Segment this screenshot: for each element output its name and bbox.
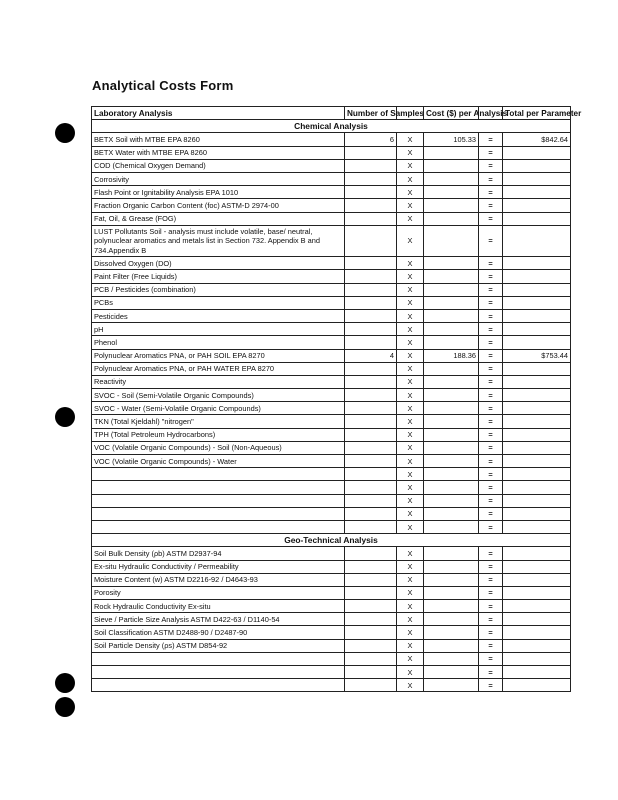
total-cell[interactable] (503, 560, 571, 573)
times-sign: X (397, 146, 424, 159)
times-sign: X (397, 560, 424, 573)
equals-sign: = (479, 349, 503, 362)
times-sign: X (397, 283, 424, 296)
analysis-name: Flash Point or Ignitability Analysis EPA 1010 (92, 186, 345, 199)
total-cell[interactable] (503, 652, 571, 665)
samples-cell[interactable] (345, 573, 397, 586)
cost-cell[interactable] (424, 283, 479, 296)
section-header-row (92, 120, 571, 133)
total-cell[interactable] (503, 159, 571, 172)
equals-sign: = (479, 494, 503, 507)
samples-cell[interactable] (345, 186, 397, 199)
total-cell[interactable] (503, 146, 571, 159)
analysis-name: SVOC - Soil (Semi-Volatile Organic Compounds) (92, 389, 345, 402)
analysis-name (92, 666, 345, 679)
table-row (92, 362, 571, 375)
equals-sign: = (479, 573, 503, 586)
cost-cell[interactable] (424, 257, 479, 270)
equals-sign: = (479, 481, 503, 494)
total-cell[interactable] (503, 573, 571, 586)
samples-cell[interactable] (345, 283, 397, 296)
analysis-name: Fraction Organic Carbon Content (foc) ASTM-D 2974-00 (92, 199, 345, 212)
times-sign: X (397, 133, 424, 146)
total-cell[interactable]: $753.44 (503, 349, 571, 362)
times-sign: X (397, 507, 424, 520)
table-row (92, 652, 571, 665)
samples-cell[interactable] (345, 199, 397, 212)
times-sign: X (397, 199, 424, 212)
analysis-name: Soil Classification ASTM D2488-90 / D2487-90 (92, 626, 345, 639)
total-cell[interactable] (503, 415, 571, 428)
cost-cell[interactable] (424, 468, 479, 481)
equals-sign: = (479, 212, 503, 225)
table-row (92, 389, 571, 402)
analysis-name: PCBs (92, 296, 345, 309)
cost-cell[interactable] (424, 362, 479, 375)
total-cell[interactable] (503, 172, 571, 185)
table-row (92, 402, 571, 415)
analysis-name: pH (92, 323, 345, 336)
table-row (92, 626, 571, 639)
cost-cell[interactable] (424, 415, 479, 428)
total-cell[interactable] (503, 362, 571, 375)
equals-sign: = (479, 309, 503, 322)
samples-cell[interactable] (345, 679, 397, 692)
cost-cell[interactable] (424, 494, 479, 507)
total-cell[interactable] (503, 186, 571, 199)
times-sign: X (397, 679, 424, 692)
cost-cell[interactable] (424, 573, 479, 586)
samples-cell[interactable] (345, 336, 397, 349)
table-row (92, 172, 571, 185)
section-title: Chemical Analysis (92, 120, 571, 133)
analysis-name (92, 652, 345, 665)
equals-sign: = (479, 375, 503, 388)
equals-sign: = (479, 402, 503, 415)
equals-sign: = (479, 159, 503, 172)
samples-cell[interactable] (345, 468, 397, 481)
samples-cell[interactable] (345, 225, 397, 257)
table-row (92, 199, 571, 212)
times-sign: X (397, 626, 424, 639)
cost-cell[interactable] (424, 626, 479, 639)
samples-cell[interactable] (345, 402, 397, 415)
cost-cell[interactable] (424, 212, 479, 225)
samples-cell[interactable] (345, 652, 397, 665)
analysis-name: Moisture Content (w) ASTM D2216-92 / D4643-93 (92, 573, 345, 586)
samples-cell[interactable]: 6 (345, 133, 397, 146)
total-cell[interactable] (503, 455, 571, 468)
cost-cell[interactable] (424, 652, 479, 665)
total-cell[interactable] (503, 309, 571, 322)
equals-sign: = (479, 560, 503, 573)
table-row (92, 225, 571, 257)
times-sign: X (397, 639, 424, 652)
cost-cell[interactable] (424, 186, 479, 199)
equals-sign: = (479, 199, 503, 212)
table-row (92, 666, 571, 679)
cost-cell[interactable]: 188.36 (424, 349, 479, 362)
times-sign: X (397, 309, 424, 322)
cost-cell[interactable] (424, 159, 479, 172)
samples-cell[interactable] (345, 389, 397, 402)
cost-cell[interactable] (424, 199, 479, 212)
samples-cell[interactable] (345, 547, 397, 560)
analysis-name: Ex-situ Hydraulic Conductivity / Permeability (92, 560, 345, 573)
punch-hole (55, 407, 75, 427)
table-row (92, 455, 571, 468)
samples-cell[interactable] (345, 146, 397, 159)
samples-cell[interactable] (345, 639, 397, 652)
samples-cell[interactable] (345, 257, 397, 270)
table-row (92, 375, 571, 388)
analytical-costs-table (91, 106, 582, 692)
times-sign: X (397, 323, 424, 336)
cost-cell[interactable] (424, 666, 479, 679)
times-sign: X (397, 172, 424, 185)
cost-cell[interactable] (424, 455, 479, 468)
times-sign: X (397, 270, 424, 283)
total-cell[interactable] (503, 639, 571, 652)
analysis-name (92, 507, 345, 520)
equals-sign: = (479, 336, 503, 349)
samples-cell[interactable] (345, 296, 397, 309)
cost-cell[interactable] (424, 323, 479, 336)
table-row (92, 186, 571, 199)
equals-sign: = (479, 270, 503, 283)
table-row (92, 270, 571, 283)
cost-cell[interactable] (424, 428, 479, 441)
samples-cell[interactable] (345, 626, 397, 639)
times-sign: X (397, 494, 424, 507)
analysis-name: Polynuclear Aromatics PNA, or PAH WATER EPA 8270 (92, 362, 345, 375)
equals-sign: = (479, 146, 503, 159)
equals-sign: = (479, 389, 503, 402)
total-cell[interactable] (503, 336, 571, 349)
times-sign: X (397, 586, 424, 599)
total-cell[interactable] (503, 613, 571, 626)
samples-cell[interactable] (345, 586, 397, 599)
times-sign: X (397, 468, 424, 481)
cost-cell[interactable] (424, 639, 479, 652)
times-sign: X (397, 349, 424, 362)
table-row (92, 560, 571, 573)
analysis-name: Porosity (92, 586, 345, 599)
samples-cell[interactable] (345, 507, 397, 520)
total-cell[interactable] (503, 507, 571, 520)
cost-cell[interactable]: 105.33 (424, 133, 479, 146)
cost-cell[interactable] (424, 613, 479, 626)
total-cell[interactable] (503, 375, 571, 388)
table-row (92, 336, 571, 349)
table-row (92, 600, 571, 613)
analysis-name (92, 520, 345, 533)
total-cell[interactable] (503, 481, 571, 494)
header-total-per-parameter: Total per Parameter (503, 107, 571, 120)
equals-sign: = (479, 639, 503, 652)
analysis-name: SVOC - Water (Semi-Volatile Organic Compounds) (92, 402, 345, 415)
times-sign: X (397, 336, 424, 349)
analysis-name: Phenol (92, 336, 345, 349)
cost-cell[interactable] (424, 375, 479, 388)
total-cell[interactable] (503, 257, 571, 270)
table-row (92, 494, 571, 507)
analysis-name: PCB / Pesticides (combination) (92, 283, 345, 296)
analysis-name (92, 494, 345, 507)
total-cell[interactable] (503, 225, 571, 257)
total-cell[interactable]: $842.64 (503, 133, 571, 146)
cost-cell[interactable] (424, 547, 479, 560)
table-row (92, 415, 571, 428)
samples-cell[interactable] (345, 600, 397, 613)
equals-sign: = (479, 362, 503, 375)
table-row (92, 481, 571, 494)
cost-cell[interactable] (424, 389, 479, 402)
analysis-name: VOC (Volatile Organic Compounds) - Water (92, 455, 345, 468)
analysis-name: Corrosivity (92, 172, 345, 185)
equals-sign: = (479, 133, 503, 146)
analysis-name: Soil Bulk Density (ρb) ASTM D2937-94 (92, 547, 345, 560)
equals-sign: = (479, 626, 503, 639)
analysis-name (92, 481, 345, 494)
times-sign: X (397, 455, 424, 468)
cost-cell[interactable] (424, 296, 479, 309)
table-row (92, 212, 571, 225)
table-row (92, 679, 571, 692)
times-sign: X (397, 159, 424, 172)
total-cell[interactable] (503, 402, 571, 415)
cost-cell[interactable] (424, 520, 479, 533)
analysis-name: Pesticides (92, 309, 345, 322)
cost-cell[interactable] (424, 225, 479, 257)
total-cell[interactable] (503, 389, 571, 402)
total-cell[interactable] (503, 600, 571, 613)
times-sign: X (397, 362, 424, 375)
times-sign: X (397, 428, 424, 441)
cost-cell[interactable] (424, 481, 479, 494)
times-sign: X (397, 225, 424, 257)
samples-cell[interactable] (345, 428, 397, 441)
analysis-name: BETX Water with MTBE EPA 8260 (92, 146, 345, 159)
analysis-name: Sieve / Particle Size Analysis ASTM D422-63 / D1140-54 (92, 613, 345, 626)
header-cost-per-analysis: Cost ($) per Analysis (424, 107, 479, 120)
times-sign: X (397, 296, 424, 309)
analysis-name: TKN (Total Kjeldahl) "nitrogen" (92, 415, 345, 428)
equals-sign: = (479, 441, 503, 454)
equals-sign: = (479, 323, 503, 336)
total-cell[interactable] (503, 199, 571, 212)
samples-cell[interactable] (345, 309, 397, 322)
samples-cell[interactable] (345, 441, 397, 454)
total-cell[interactable] (503, 212, 571, 225)
times-sign: X (397, 257, 424, 270)
equals-sign: = (479, 679, 503, 692)
samples-cell[interactable] (345, 415, 397, 428)
table-row (92, 586, 571, 599)
total-cell[interactable] (503, 428, 571, 441)
equals-sign: = (479, 186, 503, 199)
equals-sign: = (479, 468, 503, 481)
times-sign: X (397, 520, 424, 533)
total-cell[interactable] (503, 283, 571, 296)
times-sign: X (397, 212, 424, 225)
header-laboratory-analysis: Laboratory Analysis (92, 107, 345, 120)
table-row (92, 257, 571, 270)
table-row (92, 296, 571, 309)
times-sign: X (397, 613, 424, 626)
total-cell[interactable] (503, 441, 571, 454)
total-cell[interactable] (503, 494, 571, 507)
total-cell[interactable] (503, 626, 571, 639)
times-sign: X (397, 441, 424, 454)
cost-cell[interactable] (424, 270, 479, 283)
samples-cell[interactable]: 4 (345, 349, 397, 362)
equals-sign: = (479, 666, 503, 679)
total-cell[interactable] (503, 666, 571, 679)
table-row (92, 639, 571, 652)
analysis-name: Fat, Oil, & Grease (FOG) (92, 212, 345, 225)
equals-sign: = (479, 428, 503, 441)
samples-cell[interactable] (345, 455, 397, 468)
table-row (92, 507, 571, 520)
table-row (92, 283, 571, 296)
table-row (92, 428, 571, 441)
punch-hole (55, 673, 75, 693)
analysis-name (92, 679, 345, 692)
equals-sign: = (479, 520, 503, 533)
analysis-name: TPH (Total Petroleum Hydrocarbons) (92, 428, 345, 441)
samples-cell[interactable] (345, 375, 397, 388)
table-row (92, 573, 571, 586)
total-cell[interactable] (503, 520, 571, 533)
cost-cell[interactable] (424, 309, 479, 322)
times-sign: X (397, 389, 424, 402)
cost-cell[interactable] (424, 507, 479, 520)
table-row (92, 349, 571, 362)
times-sign: X (397, 666, 424, 679)
analysis-name: Reactivity (92, 375, 345, 388)
cost-cell[interactable] (424, 600, 479, 613)
total-cell[interactable] (503, 547, 571, 560)
total-cell[interactable] (503, 468, 571, 481)
samples-cell[interactable] (345, 172, 397, 185)
section-header-row (92, 534, 571, 547)
equals-sign: = (479, 283, 503, 296)
cost-cell[interactable] (424, 336, 479, 349)
equals-sign: = (479, 257, 503, 270)
analysis-name: Dissolved Oxygen (DO) (92, 257, 345, 270)
total-cell[interactable] (503, 679, 571, 692)
equals-sign: = (479, 547, 503, 560)
cost-cell[interactable] (424, 441, 479, 454)
table-row (92, 547, 571, 560)
analysis-name: BETX Soil with MTBE EPA 8260 (92, 133, 345, 146)
table-row (92, 520, 571, 533)
equals-sign: = (479, 586, 503, 599)
analysis-name: Paint Filter (Free Liquids) (92, 270, 345, 283)
times-sign: X (397, 481, 424, 494)
times-sign: X (397, 573, 424, 586)
header-number-of-samples: Number of Samples (345, 107, 397, 120)
samples-cell[interactable] (345, 323, 397, 336)
table-row (92, 146, 571, 159)
total-cell[interactable] (503, 586, 571, 599)
table-row (92, 159, 571, 172)
samples-cell[interactable] (345, 270, 397, 283)
samples-cell[interactable] (345, 613, 397, 626)
analysis-name (92, 468, 345, 481)
cost-cell[interactable] (424, 402, 479, 415)
analysis-name: Rock Hydraulic Conductivity Ex-situ (92, 600, 345, 613)
equals-sign: = (479, 652, 503, 665)
analysis-name: Soil Particle Density (ρs) ASTM D854-92 (92, 639, 345, 652)
punch-hole (55, 697, 75, 717)
section-title: Geo-Technical Analysis (92, 534, 571, 547)
equals-sign: = (479, 415, 503, 428)
analysis-name: COD (Chemical Oxygen Demand) (92, 159, 345, 172)
punch-hole (55, 123, 75, 143)
samples-cell[interactable] (345, 212, 397, 225)
times-sign: X (397, 652, 424, 665)
total-cell[interactable] (503, 270, 571, 283)
equals-sign: = (479, 613, 503, 626)
samples-cell[interactable] (345, 494, 397, 507)
times-sign: X (397, 186, 424, 199)
table-row (92, 613, 571, 626)
total-cell[interactable] (503, 296, 571, 309)
table-row (92, 468, 571, 481)
cost-cell[interactable] (424, 172, 479, 185)
samples-cell[interactable] (345, 560, 397, 573)
table-row (92, 441, 571, 454)
samples-cell[interactable] (345, 481, 397, 494)
analysis-name: VOC (Volatile Organic Compounds) - Soil (Non-Aqueous) (92, 441, 345, 454)
times-sign: X (397, 375, 424, 388)
equals-sign: = (479, 172, 503, 185)
samples-cell[interactable] (345, 666, 397, 679)
cost-cell[interactable] (424, 586, 479, 599)
equals-sign: = (479, 507, 503, 520)
cost-cell[interactable] (424, 560, 479, 573)
times-sign: X (397, 415, 424, 428)
equals-sign: = (479, 225, 503, 257)
cost-cell[interactable] (424, 679, 479, 692)
analysis-name: Polynuclear Aromatics PNA, or PAH SOIL EPA 8270 (92, 349, 345, 362)
header-row (92, 107, 571, 120)
equals-sign: = (479, 455, 503, 468)
samples-cell[interactable] (345, 520, 397, 533)
samples-cell[interactable] (345, 159, 397, 172)
times-sign: X (397, 402, 424, 415)
table-row (92, 309, 571, 322)
times-sign: X (397, 547, 424, 560)
total-cell[interactable] (503, 323, 571, 336)
samples-cell[interactable] (345, 362, 397, 375)
times-sign: X (397, 600, 424, 613)
table-row (92, 133, 571, 146)
form-title: Analytical Costs Form (92, 78, 234, 93)
equals-sign: = (479, 296, 503, 309)
cost-cell[interactable] (424, 146, 479, 159)
table-row (92, 323, 571, 336)
equals-sign: = (479, 600, 503, 613)
analysis-name: LUST Pollutants Soil - analysis must include volatile, base/ neutral, polynuclear aromatics and metals list in Section 732. Appendix B and 734.Appendix B (92, 225, 345, 257)
